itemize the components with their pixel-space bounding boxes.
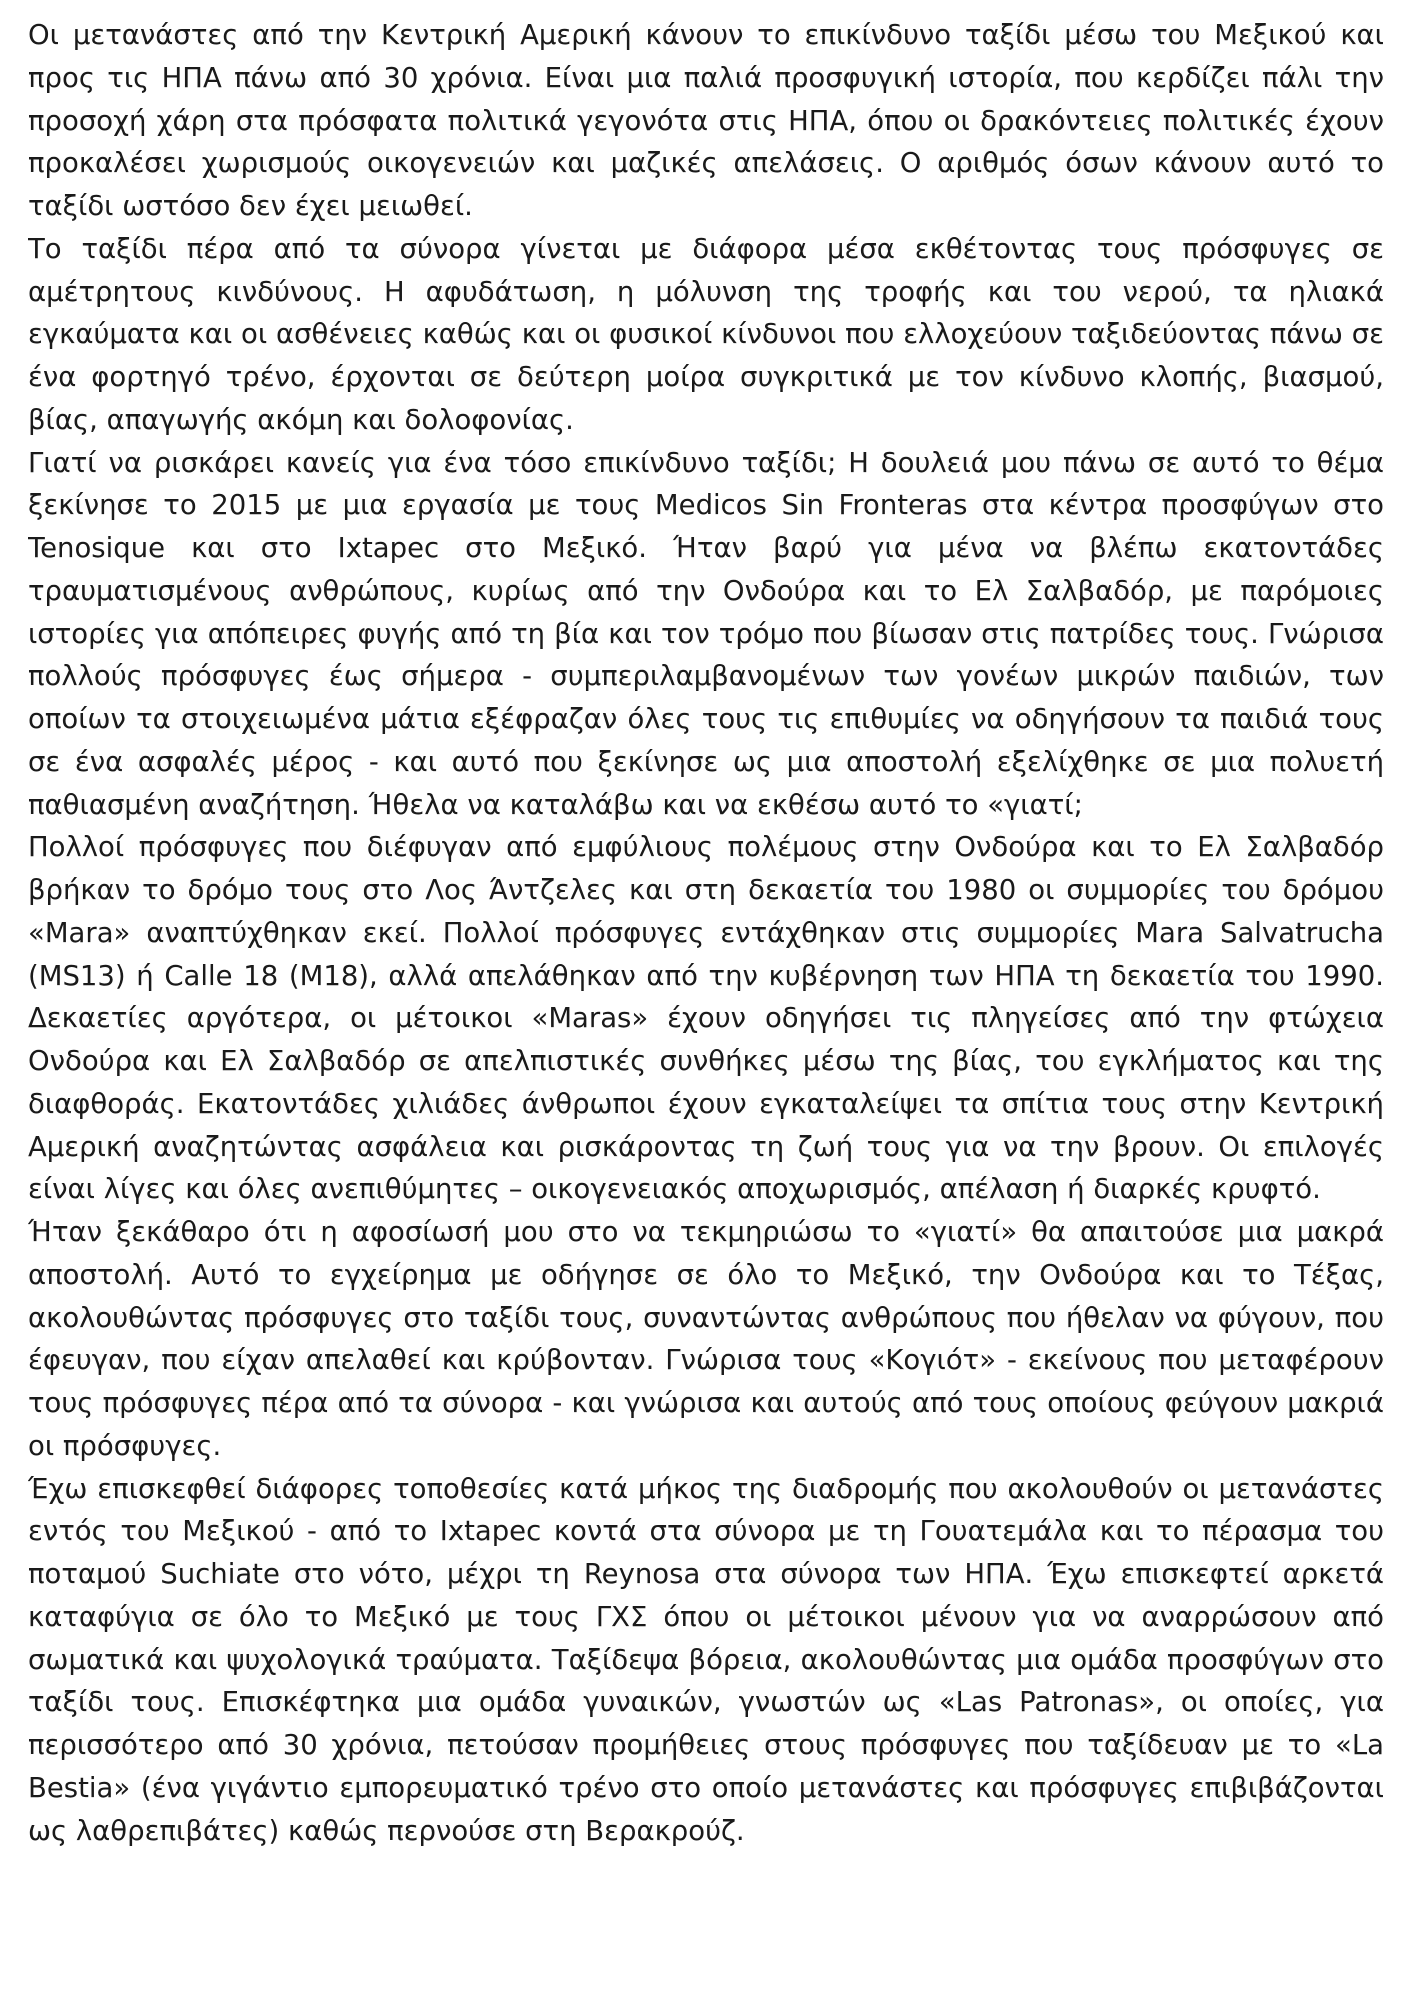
document-page — [28, 14, 1384, 1986]
paragraph-2: Το ταξίδι πέρα από τα σύνορα γίνεται με διάφορα μέσα εκθέτοντας τους πρόσφυγες σε αμέτρητους κινδύνους. Η αφυδάτωση, η μόλυνση της τροφής και του νερού, τα ηλιακά εγκαύματα και οι ασθένειες καθώς και οι φυσικοί κίνδυνοι που ελλοχεύουν ταξιδεύοντας πάνω σε ένα φορτηγό τρένο, έρχονται σε δεύτερη μοίρα συγκριτικά με τον κίνδυνο κλοπής, βιασμού, βίας, απαγωγής ακόμη και δολοφονίας. — [28, 232, 1384, 436]
paragraph-5: Ήταν ξεκάθαρο ότι η αφοσίωσή μου στο να τεκμηριώσω το «γιατί» θα απαιτούσε μια μακρά αποστολή. Αυτό το εγχείρημα με οδήγησε σε όλο το Μεξικό, την Ονδούρα και το Τέξας, ακολουθώντας πρόσφυγες στο ταξίδι τους, συναντώντας ανθρώπους που ήθελαν να φύγουν, που έφευγαν, που είχαν απελαθεί και κρύβονταν. Γνώρισα τους «Κογιότ» - εκείνους που μεταφέρουν τους πρόσφυγες πέρα από τα σύνορα - και γνώρισα και αυτούς από τους οποίους φεύγουν μακριά οι πρόσφυγες. — [28, 1216, 1384, 1462]
paragraph-1: Οι μετανάστες από την Κεντρική Αμερική κάνουν το επικίνδυνο ταξίδι μέσω του Μεξικού και προς τις ΗΠΑ πάνω από 30 χρόνια. Είναι μια παλιά προσφυγική ιστορία, που κερδίζει πάλι την προσοχή χάρη στα πρόσφατα πολιτικά γεγονότα στις ΗΠΑ, όπου οι δρακόντειες πολιτικές έχουν προκαλέσει χωρισμούς οικογενειών και μαζικές απελάσεις. Ο αριθμός όσων κάνουν αυτό το ταξίδι ωστόσο δεν έχει μειωθεί. — [28, 19, 1384, 222]
paragraph-4: Πολλοί πρόσφυγες που διέφυγαν από εμφύλιους πολέμους στην Ονδούρα και το Ελ Σαλβαδόρ βρήκαν το δρόμο τους στο Λος Άντζελες και στη δεκαετία του 1980 οι συμμορίες του δρόμου «Mara» αναπτύχθηκαν εκεί. Πολλοί πρόσφυγες εντάχθηκαν στις συμμορίες Mara Salvatrucha (MS13) ή Calle 18 (M18), αλλά απελάθηκαν από την κυβέρνηση των ΗΠΑ τη δεκαετία του 1990. Δεκαετίες αργότερα, οι μέτοικοι «Maras» έχουν οδηγήσει τις πληγείσες από την φτώχεια Ονδούρα και Ελ Σαλβαδόρ σε απελπιστικές συνθήκες μέσω της βίας, του εγκλήματος και της διαφθοράς. Εκατοντάδες χιλιάδες άνθρωποι έχουν εγκαταλείψει τα σπίτια τους στην Κεντρική Αμερική αναζητώντας ασφάλεια και ρισκάροντας τη ζωή τους για να την βρουν. Οι επιλογές είναι λίγες και όλες ανεπιθύμητες – οικογενειακός αποχωρισμός, απέλαση ή διαρκές κρυφτό. — [28, 831, 1384, 1206]
paragraph-3: Γιατί να ρισκάρει κανείς για ένα τόσο επικίνδυνο ταξίδι; Η δουλειά μου πάνω σε αυτό το θέμα ξεκίνησε το 2015 με μια εργασία με τους Medicos Sin Fronteras στα κέντρα προσφύγων στο Tenosique και στο Ixtapec στο Μεξικό. Ήταν βαρύ για μένα να βλέπω εκατοντάδες τραυματισμένους ανθρώπους, κυρίως από την Ονδούρα και το Ελ Σαλβαδόρ, με παρόμοιες ιστορίες για απόπειρες φυγής από τη βία και τον τρόμο που βίωσαν στις πατρίδες τους. Γνώρισα πολλούς πρόσφυγες έως σήμερα - συμπεριλαμβανομένων των γονέων μικρών παιδιών, των οποίων τα στοιχειωμένα μάτια εξέφραζαν όλες τους τις επιθυμίες να οδηγήσουν τα παιδιά τους σε ένα ασφαλές μέρος - και αυτό που ξεκίνησε ως μια αποστολή εξελίχθηκε σε μια πολυετή παθιασμένη αναζήτηση. Ήθελα να καταλάβω και να εκθέσω αυτό το «γιατί; — [28, 446, 1384, 821]
paragraph-6: Έχω επισκεφθεί διάφορες τοποθεσίες κατά μήκος της διαδρομής που ακολουθούν οι μετανάστες εντός του Μεξικού - από το Ixtapec κοντά στα σύνορα με τη Γουατεμάλα και το πέρασμα του ποταμού Suchiate στο νότο, μέχρι τη Reynosa στα σύνορα των ΗΠΑ. Έχω επισκεφτεί αρκετά καταφύγια σε όλο το Μεξικό με τους ΓΧΣ όπου οι μέτοικοι μένουν για να αναρρώσουν από σωματικά και ψυχολογικά τραύματα. Ταξίδεψα βόρεια, ακολουθώντας μια ομάδα προσφύγων στο ταξίδι τους. Επισκέφτηκα μια ομάδα γυναικών, γνωστών ως «Las Patronas», οι οποίες, για περισσότερο από 30 χρόνια, πετούσαν προμήθειες στους πρόσφυγες που ταξίδευαν με το «La Bestia» (ένα γιγάντιο εμπορευματικό τρένο στο οποίο μετανάστες και πρόσφυγες επιβιβάζονται ως λαθρεπιβάτες) καθώς περνούσε στη Βερακρούζ. — [28, 1472, 1384, 1847]
